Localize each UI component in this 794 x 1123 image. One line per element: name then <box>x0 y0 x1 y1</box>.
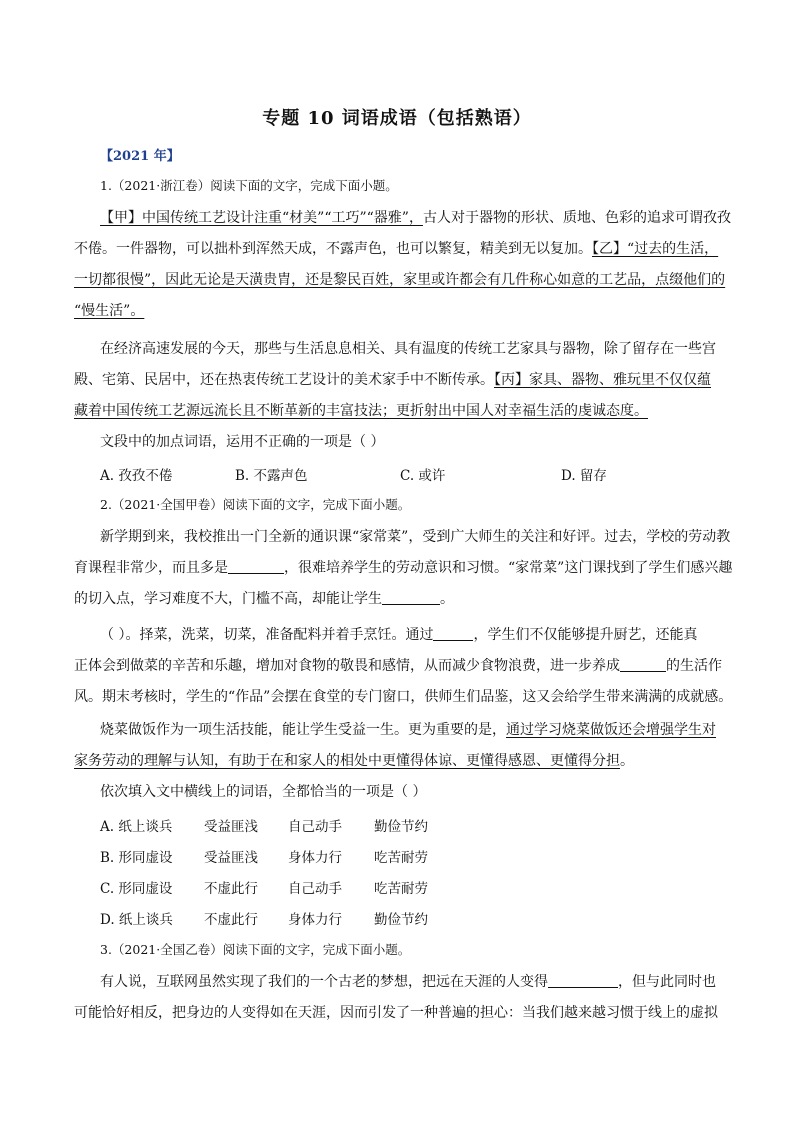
option-term: 受益匪浅 <box>204 850 258 866</box>
q3-paragraph-1-line-2: 可能恰好相反，把身边的人变得如在天涯，因而引发了一种普遍的担心：当我们越来越习惯于线上的虚拟 <box>74 1005 718 1021</box>
q1-paragraph-2-line-1: 在经济高速发展的今天，那些与生活息息相关、具有温度的传统工艺家具与器物，除了留存在一些宫 <box>100 341 716 357</box>
text-span: ，但与此同时也 <box>618 974 716 990</box>
option-term: 吃苦耐劳 <box>374 850 428 866</box>
text-span: 。 <box>620 753 634 769</box>
question-3-heading: 3.（2021·全国乙卷）阅读下面的文字，完成下面小题。 <box>100 942 411 957</box>
option-term: 勤俭节约 <box>374 912 428 928</box>
option-term: 身体力行 <box>288 850 342 866</box>
q2-paragraph-1-line-2 <box>74 557 733 577</box>
option-term: 自己动手 <box>288 881 342 897</box>
text-span: ，学生们不仅能够提升厨艺，还能真 <box>473 627 698 643</box>
fill-blank[interactable] <box>382 589 440 605</box>
text-span: 育课程非常少，而且多是 <box>74 560 228 576</box>
q2-question: 依次填入文中横线上的词语，全都恰当的一项是（ ） <box>100 784 427 800</box>
text-span: 有人说，互联网虽然实现了我们的一个古老的梦想，把远在天涯的人变得 <box>100 974 548 990</box>
q2-paragraph-1-line-3 <box>74 588 724 608</box>
option-b[interactable]: B. 不露声色 <box>235 468 308 484</box>
option-term: 不虚此行 <box>204 881 258 897</box>
option-d[interactable]: D. 留存 <box>561 468 607 484</box>
q1-question: 文段中的加点词语，运用不正确的一项是（ ） <box>100 434 385 450</box>
fill-blank[interactable] <box>620 656 666 672</box>
q1-paragraph-1-line-2 <box>74 238 724 258</box>
text-span: 的切入点，学习难度不大，门槛不高，却能让学生 <box>74 591 382 607</box>
text-span: 殿、宅第、民居中，还在热衷传统工艺设计的美术家手中不断传承。 <box>74 372 494 388</box>
fill-blank[interactable] <box>228 558 284 574</box>
q2-paragraph-2-line-3: 风。期末考核时，学生的“作品”会摆在食堂的专门窗口，供师生们品鉴，这又会给学生带来满满的成就感。 <box>74 689 733 705</box>
option-term: 吃苦耐劳 <box>374 881 428 897</box>
q2-option-b[interactable] <box>100 846 428 866</box>
text-span: 正体会到做菜的辛苦和乐趣，增加对食物的敬畏和感情，从而减少食物浪费，进一步养成 <box>74 658 620 674</box>
q2-option-a[interactable] <box>100 815 428 835</box>
underlined-text: 【丙】家具、器物、雅玩里不仅仅蕴 <box>494 372 711 388</box>
q2-paragraph-2-line-2 <box>74 655 724 675</box>
fill-blank[interactable] <box>548 972 618 988</box>
text-span: 的生活作 <box>666 658 722 674</box>
option-term: D. 纸上谈兵 <box>100 912 173 928</box>
q1-paragraph-1-line-3: 一切都很慢”，因此无论是天潢贵胄，还是黎民百姓，家里或许都会有几件称心如意的工艺品，点缀他们的 <box>74 272 726 288</box>
option-term: 不虚此行 <box>204 912 258 928</box>
q2-paragraph-3-line-2 <box>74 750 724 770</box>
q2-option-d[interactable] <box>100 908 428 928</box>
underlined-text: 家务劳动的理解与认知，有助于在和家人的相处中更懂得体谅、更懂得感恩、更懂得分担 <box>74 753 620 769</box>
q2-option-c[interactable] <box>100 877 428 897</box>
option-term: C. 形同虚设 <box>100 881 173 897</box>
q1-paragraph-2-line-2 <box>74 369 724 389</box>
option-term: B. 形同虚设 <box>100 850 173 866</box>
text-span: ，很难培养学生的劳动意识和习惯。“家常菜”这门课找到了学生们感兴趣 <box>284 560 733 576</box>
text-span: 古人对于器物的形状、质地、色彩的追求可谓孜孜 <box>422 210 731 226</box>
q2-paragraph-3-line-1 <box>100 719 724 739</box>
option-term: 身体力行 <box>288 912 342 928</box>
option-term: A. 纸上谈兵 <box>100 819 173 835</box>
underlined-text: 通过学习烧菜做饭还会增强学生对 <box>506 722 716 738</box>
option-c[interactable]: C. 或许 <box>400 468 446 484</box>
question-2-heading: 2.（2021·全国甲卷）阅读下面的文字，完成下面小题。 <box>100 497 411 512</box>
q2-paragraph-1-line-1: 新学期到来，我校推出一门全新的通识课“家常菜”，受到广大师生的关注和好评。过去，学校的劳动教 <box>100 529 731 545</box>
option-term: 受益匪浅 <box>204 819 258 835</box>
q1-paragraph-1-line-4: “慢生活”。 <box>74 303 145 319</box>
page-title: 专题 10 词语成语（包括熟语） <box>262 108 532 129</box>
q1-options <box>100 464 607 484</box>
option-term: 自己动手 <box>288 819 342 835</box>
underlined-text: 【乙】“过去的生活， <box>592 241 719 257</box>
text-span: 烧菜做饭作为一项生活技能，能让学生受益一生。更为重要的是， <box>100 722 506 738</box>
text-span: 不倦。一件器物，可以拙朴到浑然天成，不露声色，也可以繁复，精美到无以复加。 <box>74 241 592 257</box>
q2-paragraph-2-line-1 <box>100 624 724 644</box>
q1-paragraph-1-line-1 <box>100 207 731 227</box>
option-a[interactable]: A. 孜孜不倦 <box>100 468 173 484</box>
text-span: （ ）。择菜，洗菜，切菜，准备配料并着手烹饪。通过 <box>100 627 434 643</box>
underlined-text: 【甲】中国传统工艺设计注重“材美”“工巧”“器雅”， <box>100 210 423 226</box>
q1-paragraph-2-line-3: 藏着中国传统工艺源远流长且不断革新的丰富技法；更折射出中国人对幸福生活的虔诚态度。 <box>74 403 648 419</box>
year-heading: 【2021 年】 <box>100 149 180 164</box>
q3-paragraph-1-line-1 <box>100 971 724 991</box>
text-span: 。 <box>440 591 454 607</box>
option-term: 勤俭节约 <box>374 819 428 835</box>
fill-blank[interactable] <box>433 625 473 641</box>
question-1-heading: 1.（2021·浙江卷）阅读下面的文字，完成下面小题。 <box>100 178 398 193</box>
